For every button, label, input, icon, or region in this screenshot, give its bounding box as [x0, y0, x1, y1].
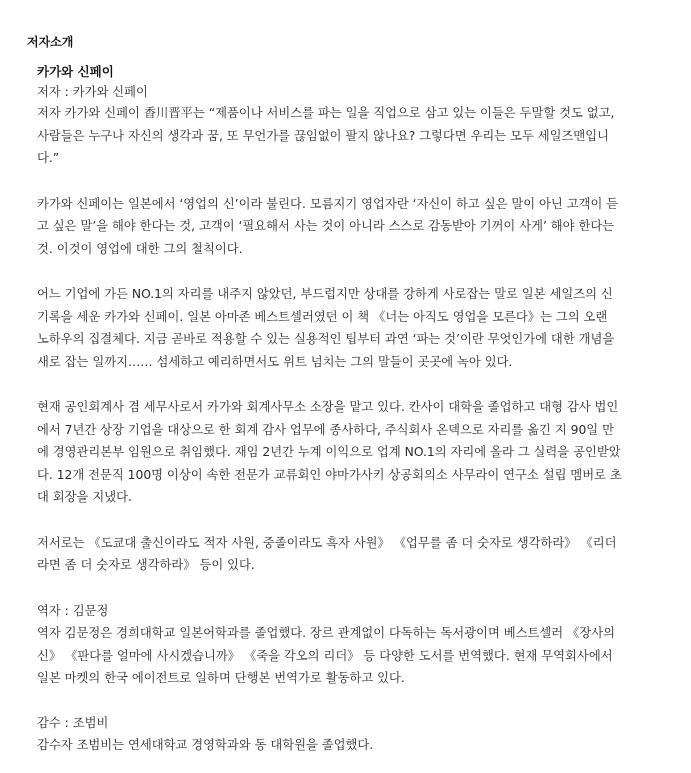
text-line: 카가와 신페이는 일본에서 ‘영업의 신’이라 불린다. 모름지기 영업자란 ‘자신이 하고 싶은 말이 아닌 고객이 듣	[37, 196, 619, 211]
translator-paragraph	[37, 622, 667, 690]
author-paragraph-3	[37, 283, 667, 373]
author-paragraph-1	[37, 102, 667, 170]
author-intro-content	[37, 62, 667, 757]
text-line: 저서로는 《도쿄대 출신이라도 적자 사원, 중졸이라도 흑자 사원》 《업무를 좀 더 숫자로 생각하라》 《리더	[37, 535, 617, 550]
paragraph-gap	[37, 170, 667, 193]
paragraph-gap	[37, 373, 667, 396]
text-line: 다. 12개 전문직 100명 이상이 속한 전문가 교류회인 야마가사키 상공회의소 사무라이 연구소 설립 멤버로 초	[37, 467, 622, 482]
text-line: 노하우의 집결체다. 지금 곧바로 적용할 수 있는 실용적인 팁부터 과연 ‘파는 것’이란 무엇인가에 대한 개념을	[37, 332, 615, 346]
text-line: 어느 기업에 가든 NO.1의 자리를 내주지 않았던, 부드럽지만 상대를 강하게 사로잡는 말로 일본 세일즈의 신	[37, 287, 613, 301]
text-line: 대 회장을 지냈다.	[37, 490, 132, 504]
author-paragraph-4	[37, 396, 667, 509]
paragraph-gap	[37, 260, 667, 283]
translator-label: 역자 : 김문정	[37, 603, 109, 618]
text-line: 라면 좀 더 숫자로 생각하라》 등이 있다.	[37, 558, 255, 572]
text-line: 것. 이것이 영업에 대한 그의 철칙이다.	[37, 241, 243, 256]
text-line: 기록을 세운 카가와 신페이. 일본 아마존 베스트셀러였던 이 책 《너는 아직도 영업을 모른다》는 그의 오랜	[37, 309, 608, 324]
paragraph-gap	[37, 509, 667, 532]
text-line: 저자 카가와 신페이 香川晋平는 “제품이나 서비스를 파는 일을 직업으로 삼고 있는 이들은 두말할 것도 없고,	[37, 106, 615, 120]
author-label: 저자 : 카가와 신페이	[37, 85, 148, 99]
section-title: 저자소개	[27, 35, 74, 49]
supervisor-paragraph	[37, 734, 667, 757]
text-line: 고 싶은 말’을 해야 한다는 것, 고객이 ‘필요해서 사는 것이 아니라 스스로 감동받아 기꺼이 사게’ 해야 한다는	[37, 219, 615, 233]
text-line: 현재 공인회계사 겸 세무사로서 카가와 회계사무소 소장을 맡고 있다. 칸사이 대학을 졸업하고 대형 감사 법인	[37, 400, 619, 414]
author-name-heading: 카가와 신페이	[37, 64, 114, 79]
author-paragraph-2	[37, 193, 667, 261]
supervisor-label: 감수 : 조범비	[37, 715, 109, 730]
text-line: 일본 마켓의 한국 에이전트로 일하며 단행본 번역가로 활동하고 있다.	[37, 671, 405, 685]
text-line: 에 경영관리본부 임원으로 취임했다. 재임 2년간 누계 이익으로 업계 NO.1의 자리에 올라 그 실력을 공인받았	[37, 445, 621, 459]
text-line: 신》 《판다를 얼마에 사시겠습니까》 《죽을 각오의 리더》 등 다양한 도서를 번역했다. 현재 무역회사에서	[37, 648, 613, 663]
author-paragraph-5	[37, 532, 667, 577]
text-line: 감수자 조범비는 연세대학교 경영학과와 동 대학원을 졸업했다.	[37, 738, 374, 752]
paragraph-gap	[37, 577, 667, 600]
text-line: 다.”	[37, 151, 60, 165]
text-line: 역자 김문정은 경희대학교 일본어학과를 졸업했다. 장르 관계없이 다독하는 독서광이며 베스트셀러 《장사의	[37, 626, 615, 640]
text-line: 에서 7년간 상장 기업을 대상으로 한 회계 감사 업무에 종사하다, 주식회사 온덱으로 자리를 옮긴 지 90일 만	[37, 422, 614, 437]
text-line: 사람들은 누구나 자신의 생각과 꿈, 또 무언가를 끊임없이 팔지 않나요? 그렇다면 우리는 모두 세일즈맨입니	[37, 128, 610, 143]
paragraph-gap	[37, 690, 667, 712]
text-line: 새로 잡는 일까지…… 섬세하고 예리하면서도 위트 넘치는 그의 말들이 곳곳에 녹아 있다.	[37, 354, 513, 369]
